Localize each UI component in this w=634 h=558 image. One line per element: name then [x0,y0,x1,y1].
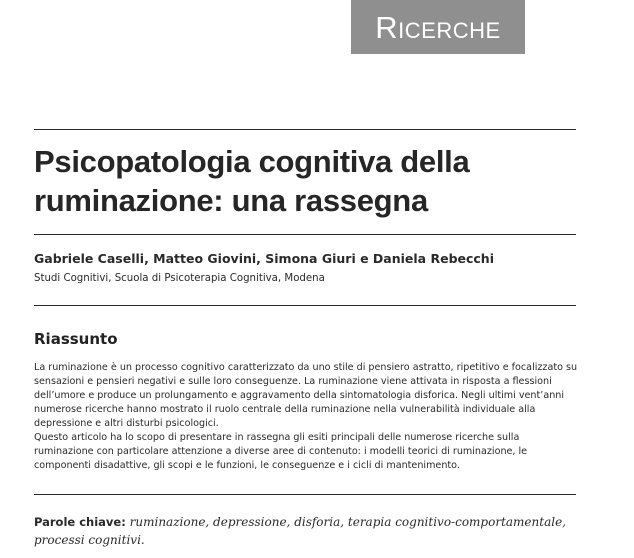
abstract-heading: Riassunto [34,330,118,348]
keywords-terms: ruminazione, depressione, disforia, terapia cognitivo-comportamentale, processi cognitivi. [34,515,566,547]
article-title-line-2: ruminazione: una rassegna [34,183,428,218]
affiliation: Studi Cognitivi, Scuola di Psicoterapia Cognitiva, Modena [34,273,325,284]
authors: Gabriele Caselli, Matteo Giovini, Simona Giuri e Daniela Rebecchi [34,251,494,266]
top-divider [34,129,576,130]
header-divider [34,305,576,306]
abstract-paragraph-2: Questo articolo ha lo scopo di presentare in rassegna gli esiti principali delle numerose ricerche sulla ruminazione con particolare attenzione a diverse aree di contenuto: i modelli teorici di ruminazione, le componenti disadattive, gli scopi e le funzioni, le conseguenze e i cicli di mantenimento. [34,432,528,471]
title-divider [34,234,576,235]
keywords-label: Parole chiave: [34,515,126,529]
abstract-paragraph-1: La ruminazione è un processo cognitivo caratterizzato da uno stile di pensiero astratto, ripetitivo e focalizzato su sensazioni e pensieri negativi e sulle loro conseguenze. La ruminazione viene attivata in risposta a flessioni dell’umore e produce un prolungamento e aggravamento della sintomatologia disforica. Negli ultimi vent’anni numerose ricerche hanno mostrato il ruolo centrale della ruminazione nella vulnerabilità individuale alla depressione e altri disturbi psicologici. [34,362,578,429]
article-title-line-1: Psicopatologia cognitiva della [34,144,470,179]
article-title [34,142,594,220]
abstract-divider [34,494,576,495]
abstract-body [34,361,579,473]
section-banner [351,0,525,54]
section-banner-label: Ricerche [375,9,501,45]
keywords [34,513,594,549]
